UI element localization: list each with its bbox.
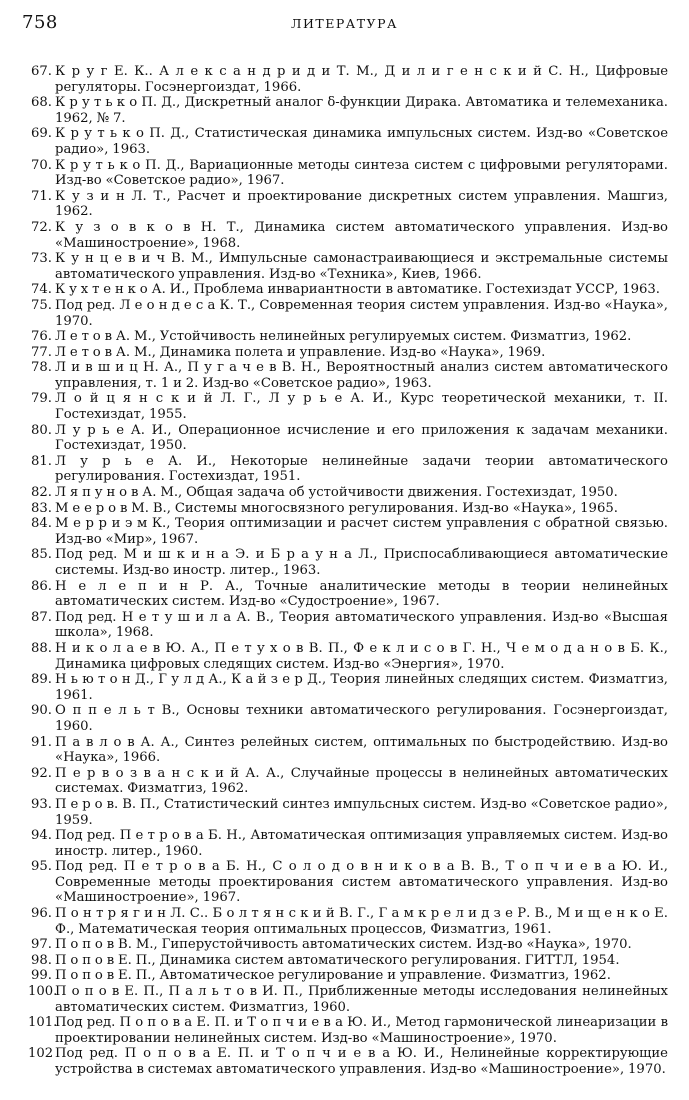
reference-number: 68. (31, 95, 52, 111)
reference-number: 77. (31, 344, 52, 360)
reference-text: Л е т о в А. М., Устойчивость нелинейных регулируемых систем. Физматгиз, 1962. (55, 329, 632, 345)
reference-entry (28, 391, 668, 422)
reference-entry (28, 329, 668, 345)
reference-entry (28, 1046, 668, 1077)
reference-number: 87. (31, 609, 52, 625)
reference-text: М е е р о в М. В., Системы многосвязного регулирования. Изд-во «Наука», 1965. (55, 500, 618, 516)
running-title: ЛИТЕРАТУРА (291, 16, 398, 31)
reference-text: Под ред. П о п о в а Е. П. и Т о п ч и е в а Ю. И., Метод гармонической линеаризации в проектировании нелинейных систем. Изд-во «Машиностроение», 1970. (55, 1015, 668, 1046)
reference-number: 97. (31, 937, 52, 953)
reference-number: 94. (31, 828, 52, 844)
reference-number: 95. (31, 859, 52, 875)
reference-entry (28, 579, 668, 610)
reference-entry (28, 251, 668, 282)
reference-entry (28, 423, 668, 454)
reference-entry (28, 797, 668, 828)
reference-text: Л у р ь е А. И., Операционное исчисление и его приложения к задачам механики. Гостехиздат, 1950. (55, 422, 668, 454)
reference-entry (28, 126, 668, 157)
reference-entry (28, 220, 668, 251)
reference-number: 96. (31, 906, 52, 922)
reference-number: 81. (31, 453, 52, 469)
reference-text: П о п о в В. М., Гиперустойчивость автоматических систем. Изд-во «Наука», 1970. (55, 937, 632, 953)
reference-entry (28, 672, 668, 703)
reference-text: К у н ц е в и ч В. М., Импульсные самонастраивающиеся и экстремальные системы автоматического управления. Изд-во «Техника», Киев, 1966. (55, 251, 668, 282)
reference-entry (28, 345, 668, 361)
reference-number: 89. (31, 672, 52, 688)
reference-number: 90. (31, 703, 52, 719)
reference-text: Н и к о л а е в Ю. А., П е т у х о в В. П., Ф е к л и с о в Г. Н., Ч е м о д а н о в Б. К., Динамика цифровых следящих систем. Изд-во «Энергия», 1970. (55, 640, 668, 672)
reference-entry (28, 158, 668, 189)
reference-number: 75. (31, 297, 52, 313)
reference-number: 79. (31, 391, 52, 407)
reference-text: К у з о в к о в Н. Т., Динамика систем автоматического управления. Изд-во «Машиностроение», 1968. (55, 219, 668, 251)
reference-entry (28, 859, 668, 906)
reference-text: П е р в о з в а н с к и й А. А., Случайные процессы в нелинейных автоматических системах. Физматгиз, 1962. (55, 765, 668, 797)
reference-entry (28, 984, 668, 1015)
reference-text: Л у р ь е А. И., Некоторые нелинейные задачи теории автоматического регулирования. Гостехиздат, 1951. (55, 453, 668, 485)
reference-entry (28, 1015, 668, 1046)
reference-number: 71. (31, 188, 52, 204)
reference-text: О п п е л ь т В., Основы техники автоматического регулирования. Госэнергоиздат, 1960. (55, 703, 668, 734)
reference-number: 86. (31, 578, 52, 594)
reference-entry (28, 360, 668, 391)
reference-text: Л е т о в А. М., Динамика полета и управление. Изд-во «Наука», 1969. (55, 344, 546, 360)
reference-text: К р у т ь к о П. Д., Вариационные методы синтеза систем с цифровыми регуляторами. Изд-во «Советское радио», 1967. (55, 157, 668, 189)
reference-number: 85. (31, 547, 52, 563)
reference-text: Н е л е п и н Р. А., Точные аналитические методы в теории нелинейных автоматических систем. Изд-во «Судостроение», 1967. (55, 578, 668, 610)
reference-entry (28, 937, 668, 953)
reference-number: 83. (31, 500, 52, 516)
reference-text: Н ь ю т о н Д., Г у л д А., К а й з е р Д., Теория линейных следящих систем. Физматгиз, 1961. (55, 672, 668, 703)
reference-number: 84. (31, 516, 52, 532)
reference-number: 67. (31, 64, 52, 79)
reference-number: 73. (31, 251, 52, 267)
reference-text: П о п о в Е. П., Динамика систем автоматического регулирования. ГИТТЛ, 1954. (55, 952, 620, 968)
reference-number: 98. (31, 952, 52, 968)
reference-text: П о п о в Е. П., Автоматическое регулирование и управление. Физматгиз, 1962. (55, 968, 611, 984)
reference-list (28, 64, 668, 1078)
reference-text: П е р о в. В. П., Статистический синтез импульсных систем. Изд-во «Советское радио», 1959. (55, 796, 668, 828)
reference-text: Под ред. Н е т у ш и л а А. В., Теория автоматического управления. Изд-во «Высшая школа», 1968. (55, 609, 668, 641)
reference-entry (28, 282, 668, 298)
reference-text: М е р р и э м К., Теория оптимизации и расчет систем управления с обратной связью. Изд-во «Мир», 1967. (55, 516, 668, 547)
reference-text: К р у т ь к о П. Д., Дискретный аналог δ-функции Дирака. Автоматика и телемеханика. 1962, № 7. (55, 95, 668, 126)
reference-entry (28, 610, 668, 641)
reference-entry (28, 641, 668, 672)
reference-text: П о н т р я г и н Л. С.. Б о л т я н с к и й В. Г., Г а м к р е л и д з е Р. В., М и щ е н к о Е. Ф., Математическая теория оптимальных процессов, Физматгиз, 1961. (55, 906, 668, 937)
reference-number: 69. (31, 126, 52, 142)
reference-entry (28, 828, 668, 859)
reference-number: 102 (28, 1046, 54, 1062)
reference-entry (28, 968, 668, 984)
reference-number: 80. (31, 422, 52, 438)
reference-entry (28, 766, 668, 797)
reference-text: Л я п у н о в А. М., Общая задача об устойчивости движения. Гостехиздат, 1950. (55, 485, 618, 501)
reference-entry (28, 703, 668, 734)
reference-number: 78. (31, 360, 52, 376)
reference-text: К у з и н Л. Т., Расчет и проектирование дискретных систем управления. Машгиз, 1962. (55, 188, 668, 220)
reference-entry (28, 547, 668, 578)
reference-number: 72. (31, 219, 52, 235)
reference-text: К р у г Е. К.. А л е к с а н д р и д и Т. М., Д и л и г е н с к и й С. Н., Цифровые регуляторы. Госэнергоиздат, 1966. (55, 64, 668, 95)
reference-entry (28, 953, 668, 969)
reference-text: П а в л о в А. А., Синтез релейных систем, оптимальных по быстродействию. Изд-во «Наука», 1966. (55, 734, 668, 766)
reference-number: 92. (31, 765, 52, 781)
reference-number: 101. (28, 1015, 58, 1031)
reference-entry (28, 95, 668, 126)
reference-text: Под ред. П е т р о в а Б. Н., С о л о д о в н и к о в а В. В., Т о п ч и е в а Ю. И., Современные методы проектирования систем автоматического управления. Изд-во «Машиностроение», 1967. (55, 859, 668, 906)
reference-number: 99. (31, 968, 52, 984)
reference-number: 76. (31, 329, 52, 345)
reference-text: Под ред. Л е о н д е с а К. Т., Современная теория систем управления. Изд-во «Наука», 1970. (55, 297, 668, 329)
reference-entry (28, 516, 668, 547)
reference-entry (28, 454, 668, 485)
reference-text: Под ред. П е т р о в а Б. Н., Автоматическая оптимизация управляемых систем. Изд-во иностр. литер., 1960. (55, 828, 668, 859)
reference-text: Л о й ц я н с к и й Л. Г., Л у р ь е А. И., Курс теоретической механики, т. II. Гостехиздат, 1955. (55, 391, 668, 423)
reference-number: 88. (31, 640, 52, 656)
reference-entry (28, 501, 668, 517)
reference-text: К р у т ь к о П. Д., Статистическая динамика импульсных систем. Изд-во «Советское радио», 1963. (55, 126, 668, 157)
reference-number: 93. (31, 796, 52, 812)
reference-text: П о п о в Е. П., П а л ь т о в И. П., Приближенные методы исследования нелинейных автоматических систем. Физматгиз, 1960. (55, 984, 668, 1015)
reference-number: 74. (31, 282, 52, 298)
reference-entry (28, 735, 668, 766)
reference-number: 91. (31, 734, 52, 750)
reference-text: К у х т е н к о А. И., Проблема инвариантности в автоматике. Гостехиздат УССР, 1963. (55, 282, 660, 298)
reference-entry (28, 298, 668, 329)
reference-number: 70. (31, 157, 52, 173)
reference-entry (28, 906, 668, 937)
reference-number: 100. (28, 984, 58, 1000)
reference-text: Под ред. М и ш к и н а Э. и Б р а у н а Л., Приспосабливающиеся автоматические системы. Изд-во иностр. литер., 1963. (55, 547, 668, 578)
reference-number: 82. (31, 485, 52, 501)
reference-text: Под ред. П о п о в а Е. П. и Т о п ч и е в а Ю. И., Нелинейные корректирующие устройства в системах автоматического управления. Изд-во «Машиностроение», 1970. (55, 1046, 668, 1077)
reference-entry (28, 485, 668, 501)
page-number: 758 (22, 12, 58, 33)
reference-entry (28, 189, 668, 220)
reference-entry (28, 64, 668, 95)
reference-text: Л и в ш и ц Н. А., П у г а ч е в В. Н., Вероятностный анализ систем автоматического управления, т. 1 и 2. Изд-во «Советское радио», 1963. (55, 360, 668, 391)
